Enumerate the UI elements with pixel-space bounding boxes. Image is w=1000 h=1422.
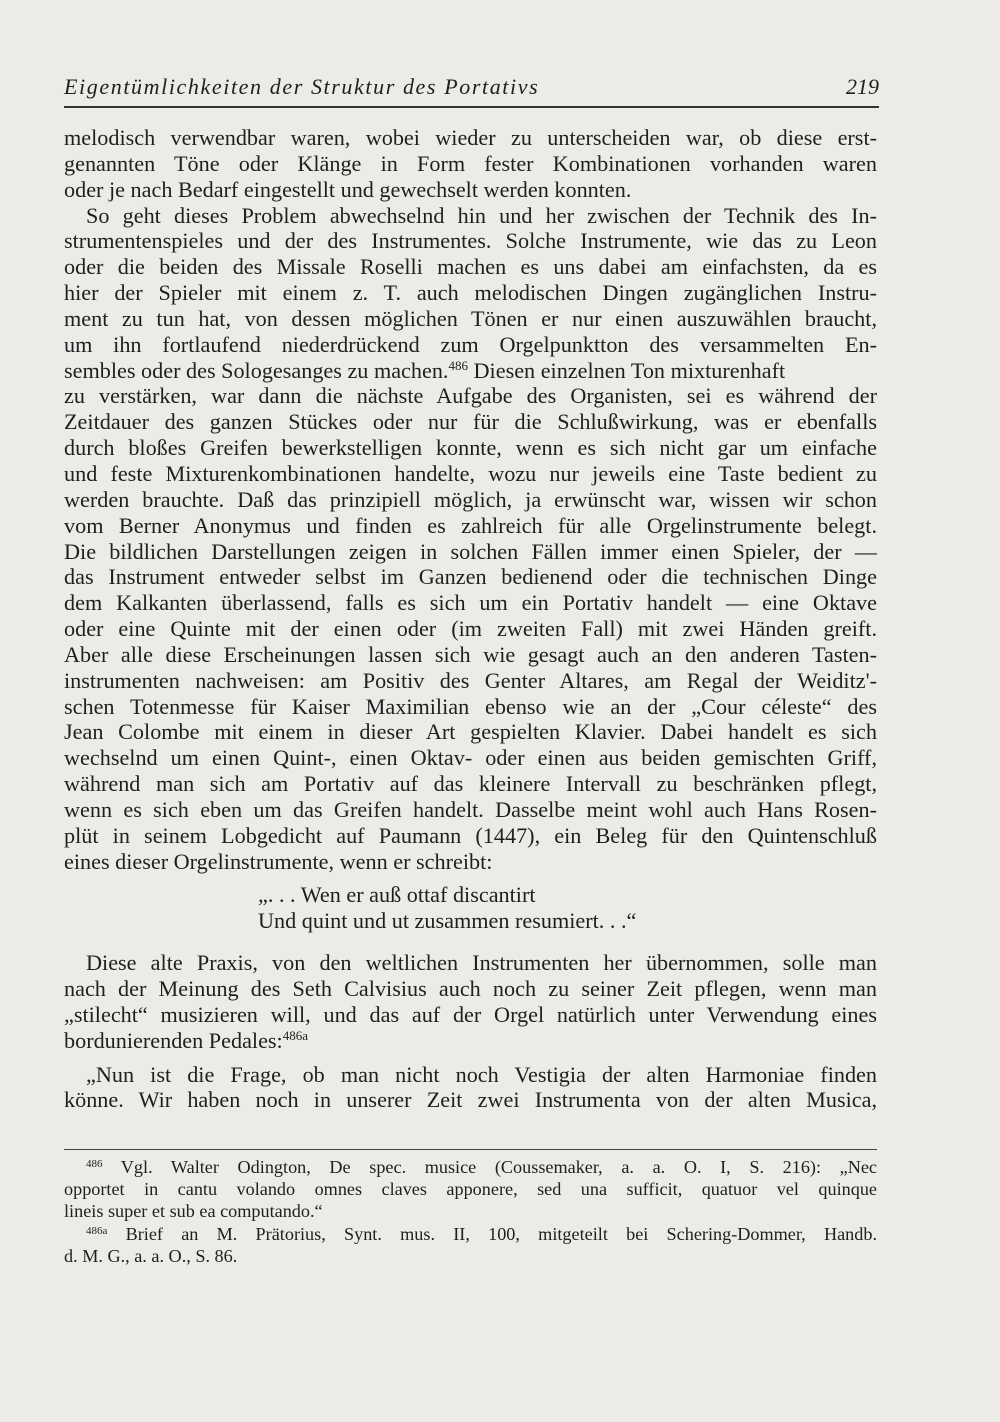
text-line: wechselnd um einen Quint-, einen Oktav- oder einen aus beiden gemischten Griff, <box>64 745 877 771</box>
text-line: genannten Töne oder Klänge in Form fester Kombinationen vorhanden waren <box>64 150 877 176</box>
text-line: dem Kalkanten überlassend, falls es sich um ein Portativ handelt — eine Oktave <box>64 590 877 616</box>
text-line: eines dieser Orgelinstrumente, wenn er schreibt: <box>64 848 493 874</box>
text-line: das Instrument entweder selbst im Ganzen bedienend oder die technischen Dinge <box>64 564 877 590</box>
spacer <box>64 1054 877 1062</box>
footnote-text: Vgl. Walter Odington, De spec. musice (Coussemaker, a. a. O. I, S. 216): „Nec <box>102 1157 877 1177</box>
text-line: wenn es sich eben um das Greifen handelt. Dasselbe meint wohl auch Hans Rosen- <box>64 796 877 822</box>
text-line: plüt in seinem Lobgedicht auf Paumann (1447), ein Beleg für den Quintenschluß <box>64 822 877 848</box>
footnote-rule <box>64 1149 877 1150</box>
footnote-number: 486a <box>86 1224 108 1237</box>
body-text <box>64 125 877 1113</box>
text-line: Die bildlichen Darstellungen zeigen in solchen Fällen immer einen Spieler, der — <box>64 538 877 564</box>
text-segment: sembles oder des Sologesanges zu machen. <box>64 357 449 383</box>
text-line: zu verstärken, war dann die nächste Aufgabe des Organisten, sei es während der <box>64 383 877 409</box>
footnote-line: d. M. G., a. a. O., S. 86. <box>64 1245 238 1266</box>
footnote-line: opportet in cantu volando omnes claves apponere, sed una sufficit, quatuor vel quinque <box>64 1179 877 1200</box>
text-segment: bordunierenden Pedales: <box>64 1027 283 1053</box>
footnote-text: Brief an M. Prätorius, Synt. mus. II, 100, mitgeteilt bei Schering-Dommer, Handb. <box>107 1223 877 1244</box>
text-line: melodisch verwendbar waren, wobei wieder zu unterscheiden war, ob diese erst- <box>64 125 877 150</box>
text-line: oder je nach Bedarf eingestellt und gewechselt werden konnten. <box>64 176 632 202</box>
text-line <box>64 358 877 384</box>
header-rule <box>64 106 879 108</box>
text-line: „stilecht“ musizieren will, und das auf der Orgel natürlich unter Verwendung eines <box>64 1001 877 1027</box>
text-line: während man sich am Portativ auf das kleinere Intervall zu beschränken pflegt, <box>64 771 877 797</box>
text-line: um ihn fortlaufend niederdrückend zum Orgelpunktton des versammelten En- <box>64 331 877 357</box>
text-line: und feste Mixturenkombinationen handelte, wozu nur jeweils eine Taste bedient zu <box>64 460 877 486</box>
text-line: oder eine Quinte mit der einen oder (im zweiten Fall) mit zwei Händen greift. <box>64 616 877 642</box>
text-line: „Nun ist die Frage, ob man nicht noch Vestigia der alten Harmoniae finden <box>86 1061 877 1087</box>
text-line: hier der Spieler mit einem z. T. auch melodischen Dingen zugänglichen Instru- <box>64 280 877 306</box>
spacer <box>64 874 877 882</box>
text-line: Aber alle diese Erscheinungen lassen sich wie gesagt auch an den anderen Tasten- <box>64 641 877 667</box>
text-line: ment zu tun hat, von dessen möglichen Tönen er nur einen auszuwählen braucht, <box>64 305 877 331</box>
text-line: vom Berner Anonymus und finden es zahlreich für alle Orgelinstrumente belegt. <box>64 512 877 538</box>
footnotes <box>64 1156 877 1267</box>
text-line: schen Totenmesse für Kaiser Maximilian ebenso wie an der „Cour céleste“ des <box>64 693 877 719</box>
text-line: durch bloßes Greifen bewerkstelligen konnte, wenn es sich nicht gar um einfache <box>64 435 877 461</box>
text-line: Diese alte Praxis, von den weltlichen Instrumenten her übernommen, solle man <box>86 950 877 976</box>
text-line: nach der Meinung des Seth Calvisius auch noch zu seiner Zeit pflegen, wenn man <box>64 976 877 1001</box>
page-number: 219 <box>846 74 879 99</box>
footnote-line: lineis super et sub ea computando.“ <box>64 1201 323 1222</box>
text-line: So geht dieses Problem abwechselnd hin und her zwischen der Technik des In- <box>86 202 877 228</box>
text-line: könne. Wir haben noch in unserer Zeit zwei Instrumenta von der alten Musica, <box>64 1087 877 1113</box>
text-line <box>64 1028 877 1054</box>
quotation-line: „. . . Wen er auß ottaf discantirt <box>258 882 536 908</box>
text-line: oder die beiden des Missale Roselli machen es uns dabei am einfachsten, da es <box>64 254 877 280</box>
footnote-reference: 486 <box>448 357 468 373</box>
page-header <box>64 70 879 110</box>
text-line: Zeitdauer des ganzen Stückes oder nur für die Schlußwirkung, was er ebenfalls <box>64 409 877 435</box>
text-segment: Diesen einzelnen Ton mixturenhaft <box>467 357 786 383</box>
footnote-line <box>64 1156 877 1178</box>
text-line: instrumenten nachweisen: am Positiv des Genter Altares, am Regal der Weiditz'- <box>64 667 877 693</box>
running-title: Eigentümlichkeiten der Struktur des Portativs <box>64 74 540 99</box>
footnote-line <box>64 1223 877 1245</box>
text-line: werden brauchte. Daß das prinzipiell möglich, ja erwünscht war, wissen wir schon <box>64 486 877 512</box>
text-line: Jean Colombe mit einem in dieser Art gespielten Klavier. Dabei handelt es sich <box>64 719 877 745</box>
footnote-number: 486 <box>86 1158 103 1170</box>
spacer <box>64 934 877 950</box>
footnote-reference: 486a <box>282 1027 309 1043</box>
quotation-line: Und quint und ut zusammen resumiert. . .“ <box>258 908 637 934</box>
text-line: strumentenspieles und der des Instrumentes. Solche Instrumente, wie das zu Leon <box>64 228 877 254</box>
